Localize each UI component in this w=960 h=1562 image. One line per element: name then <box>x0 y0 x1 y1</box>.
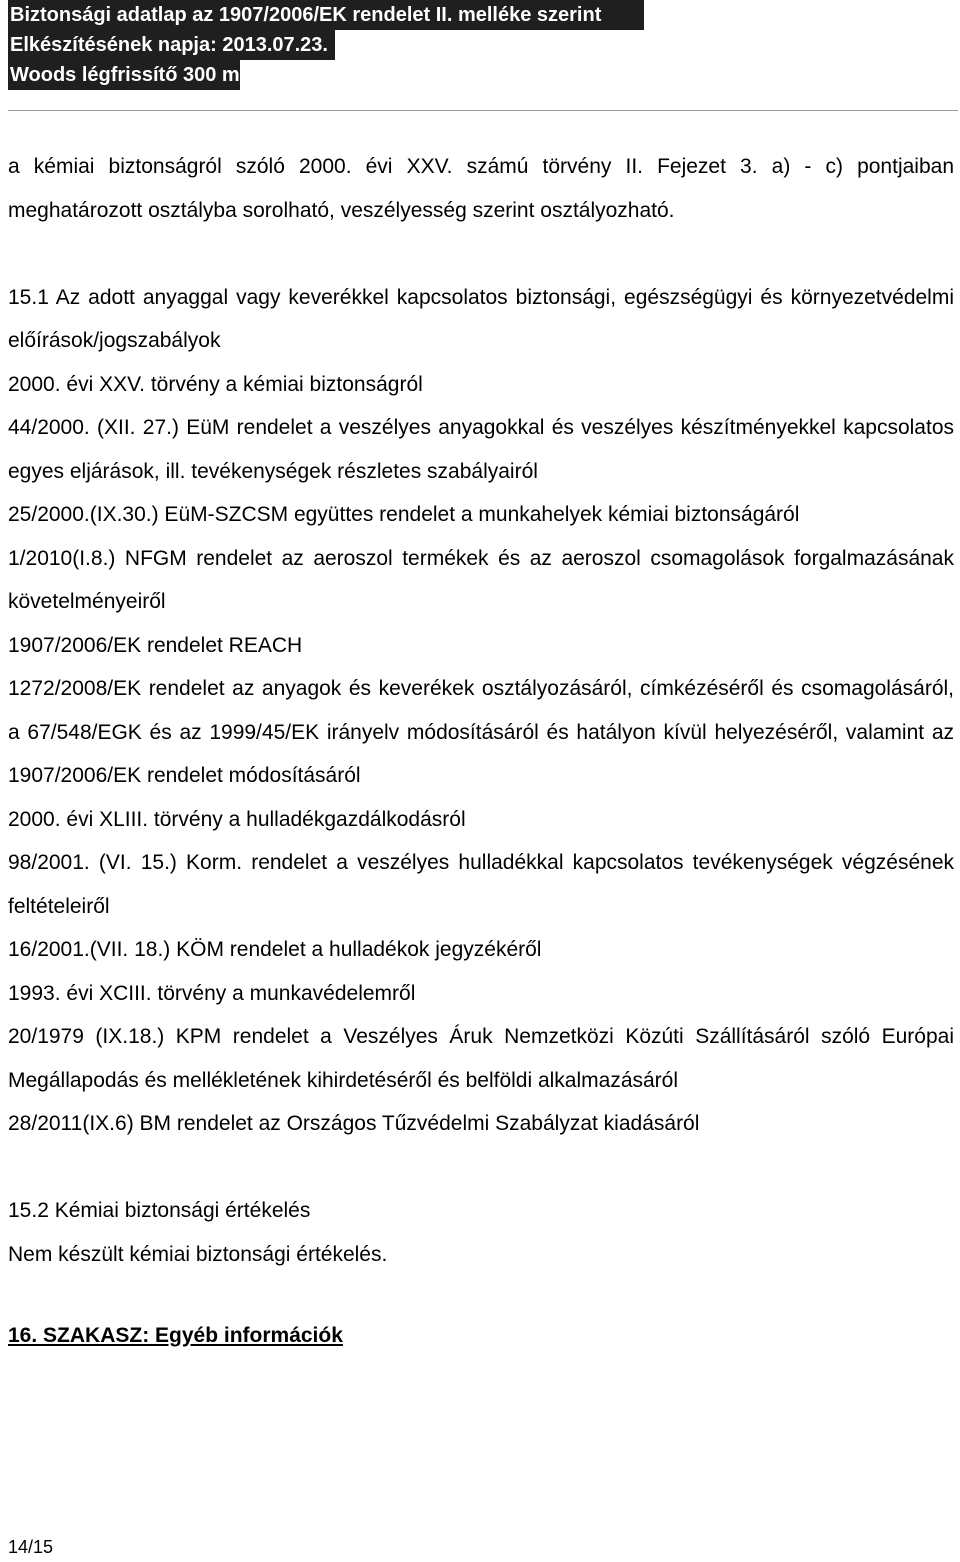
spacer <box>8 1276 954 1314</box>
regulation-item: 25/2000.(IX.30.) EüM-SZCSM együttes rendelet a munkahelyek kémiai biztonságáról <box>8 503 800 526</box>
intro-paragraph: a kémiai biztonságról szóló 2000. évi XXV. számú törvény II. Fejezet 3. a) - c) pontjaiban meghatározott osztályba sorolható, veszélyesség szerint osztályozható. <box>8 155 954 222</box>
document-body <box>8 145 954 1358</box>
page-number: 14/15 <box>8 1537 54 1557</box>
regulation-item: 1272/2008/EK rendelet az anyagok és keverékek osztályozásáról, címkézéséről és csomagolásáról, a 67/548/EGK és az 1999/45/EK irányelv módosításáról és hatályon kívül helyezéséről, valamint az 1907/2006/EK rendelet módosításáról <box>8 677 954 787</box>
regulation-item: 44/2000. (XII. 27.) EüM rendelet a veszélyes anyagokkal és veszélyes készítményekkel kapcsolatos egyes eljárások, ill. tevékenységek részletes szabályairól <box>8 416 954 483</box>
regulation-item: 98/2001. (VI. 15.) Korm. rendelet a veszélyes hulladékkal kapcsolatos tevékenységek végzésének feltételeiről <box>8 851 954 918</box>
section-16-heading: 16. SZAKASZ: Egyéb információk <box>8 1324 343 1347</box>
spacer <box>8 1146 954 1190</box>
regulation-item: 1/2010(I.8.) NFGM rendelet az aeroszol termékek és az aeroszol csomagolások forgalmazásának követelményeiről <box>8 546 954 613</box>
header-divider <box>8 110 958 111</box>
product-name: Woods légfrissítő 300 ml <box>8 60 240 90</box>
spacer <box>8 232 954 276</box>
regulation-item: 1993. évi XCIII. törvény a munkavédelemről <box>8 981 416 1005</box>
regulation-item: 16/2001.(VII. 18.) KÖM rendelet a hulladékok jegyzékéről <box>8 938 542 961</box>
page-header <box>8 0 958 90</box>
regulation-item: 2000. évi XXV. törvény a kémiai biztonságról <box>8 372 423 396</box>
regulation-item: 2000. évi XLIII. törvény a hulladékgazdálkodásról <box>8 807 466 831</box>
preparation-date: Elkészítésének napja: 2013.07.23. <box>8 30 335 60</box>
regulation-item: 1907/2006/EK rendelet REACH <box>8 633 303 657</box>
regulation-item: 20/1979 (IX.18.) KPM rendelet a Veszélyes Áruk Nemzetközi Közúti Szállításáról szóló Európai Megállapodás és mellékletének kihirdetéséről és belföldi alkalmazásáról <box>8 1025 954 1092</box>
section-15-1-heading: 15.1 Az adott anyaggal vagy keverékkel kapcsolatos biztonsági, egészségügyi és környezetvédelmi előírások/jogszabályok <box>8 285 954 352</box>
regulation-item: 28/2011(IX.6) BM rendelet az Országos Tűzvédelmi Szabályzat kiadásáról <box>8 1112 700 1135</box>
section-15-2-heading: 15.2 Kémiai biztonsági értékelés <box>8 1199 311 1222</box>
section-15-2-text: Nem készült kémiai biztonsági értékelés. <box>8 1242 388 1266</box>
document-title: Biztonsági adatlap az 1907/2006/EK rendelet II. melléke szerint <box>8 0 644 30</box>
